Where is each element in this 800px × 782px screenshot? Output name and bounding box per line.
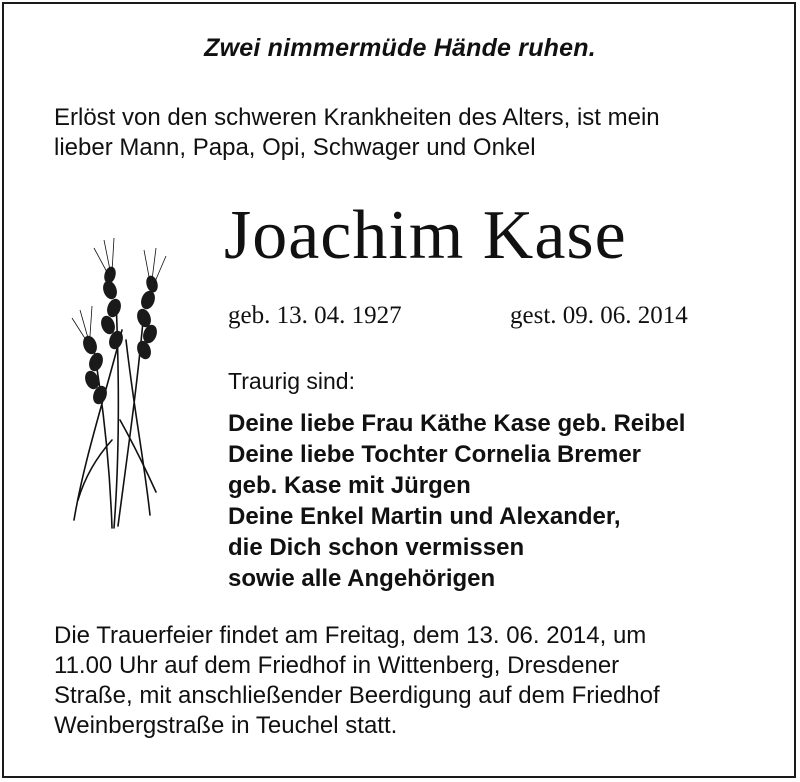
wheat-icon [64, 230, 174, 530]
birth-date: geb. 13. 04. 1927 [228, 302, 402, 329]
mourner-line: Deine liebe Tochter Cornelia Bremer [228, 441, 642, 468]
life-dates [228, 302, 748, 330]
service-line: Straße, mit anschließender Beerdigung auf dem Friedhof [54, 682, 660, 709]
mourner-line: geb. Kase mit Jürgen [228, 472, 471, 499]
mourner-line: sowie alle Angehörigen [228, 565, 496, 592]
intro-text [54, 103, 774, 163]
death-date: gest. 09. 06. 2014 [510, 302, 688, 329]
mourner-line: Deine Enkel Martin und Alexander, [228, 503, 621, 530]
service-line: Die Trauerfeier findet am Freitag, dem 13. 06. 2014, um [54, 622, 647, 649]
mourners-label: Traurig sind: [228, 368, 355, 394]
mourner-line: Deine liebe Frau Käthe Kase geb. Reibel [228, 410, 686, 437]
motto: Zwei nimmermüde Hände ruhen. [204, 34, 596, 62]
intro-line: lieber Mann, Papa, Opi, Schwager und Onkel [54, 134, 536, 161]
service-line: 11.00 Uhr auf dem Friedhof in Wittenberg, Dresdener [54, 652, 620, 679]
mourners-list [228, 408, 685, 594]
mourner-line: die Dich schon vermissen [228, 534, 525, 561]
service-line: Weinbergstraße in Teuchel statt. [54, 712, 398, 739]
intro-line: Erlöst von den schweren Krankheiten des Alters, ist mein [54, 104, 660, 131]
deceased-name: Joachim Kase [224, 197, 627, 274]
service-details [54, 621, 756, 741]
